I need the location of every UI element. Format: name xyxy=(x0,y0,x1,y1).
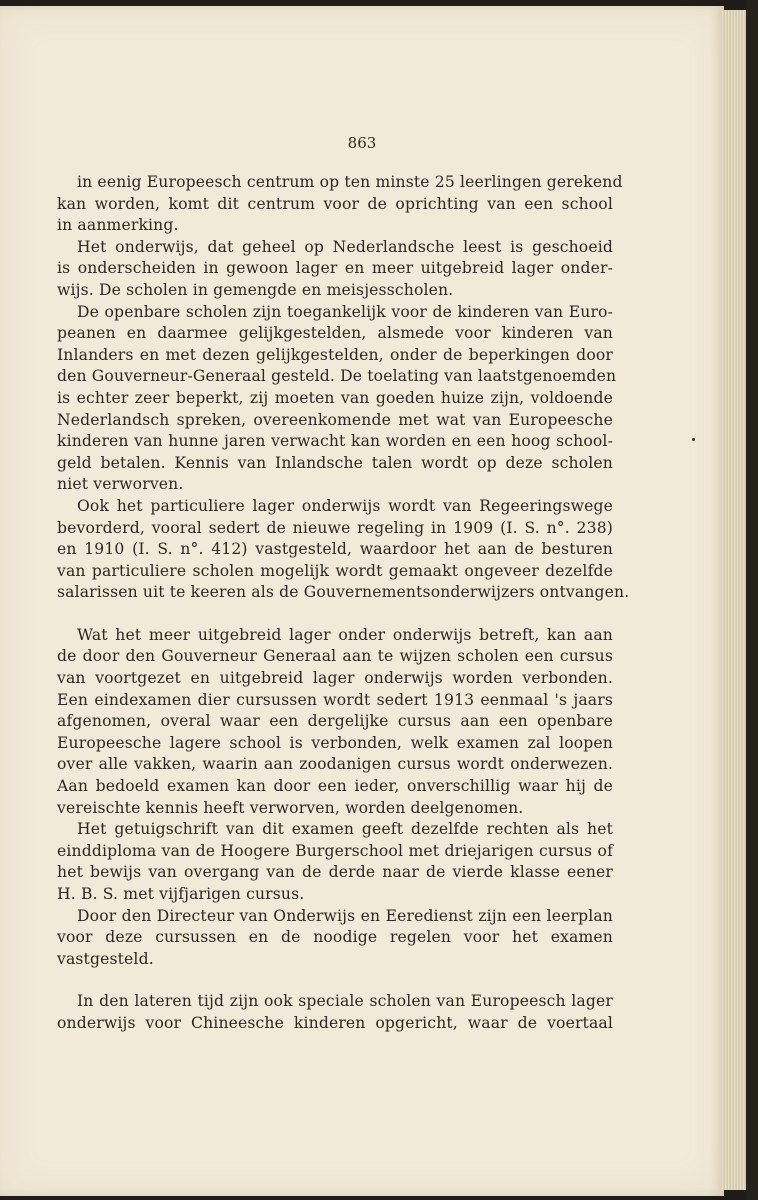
text-line: Europeesche lagere school is verbonden, welk examen zal loopen xyxy=(57,733,613,752)
text-line: bevorderd, vooral sedert de nieuwe regeling in 1909 (I. S. n°. 238) xyxy=(57,518,613,537)
paragraph xyxy=(57,237,613,302)
text-line: vereischte kennis heeft verworven, worden deelgenomen. xyxy=(57,798,524,817)
paragraph-gap xyxy=(57,970,613,991)
text-line: Nederlandsch spreken, overeenkomende met wat van Europeesche xyxy=(57,410,613,429)
paragraph xyxy=(57,991,613,1034)
text-line: van voortgezet en uitgebreid lager onderwijs worden verbonden. xyxy=(57,669,613,688)
text-line: in aanmerking. xyxy=(57,216,179,235)
text-line: salarissen uit te keeren als de Gouvernementsonderwijzers ontvangen. xyxy=(57,583,630,602)
text-line: de door den Gouverneur Generaal aan te wijzen scholen een cursus xyxy=(57,647,613,666)
text-line: kan worden, komt dit centrum voor de oprichting van een school xyxy=(57,194,613,213)
text-line: is onderscheiden in gewoon lager en meer uitgebreid lager onder- xyxy=(57,259,613,278)
text-line: Wat het meer uitgebreid lager onder onderwijs betreft, kan aan xyxy=(77,625,613,644)
text-line: geld betalen. Kennis van Inlandsche talen wordt op deze scholen xyxy=(57,453,613,472)
page-number: 863 xyxy=(347,134,377,152)
paragraph-gap xyxy=(57,604,613,625)
text-line: over alle vakken, waarin aan zoodanigen cursus wordt onderwezen. xyxy=(57,755,613,774)
text-line: Het getuigschrift van dit examen geeft dezelfde rechten als het xyxy=(77,820,613,839)
text-line: niet verworven. xyxy=(57,475,184,494)
text-line: Inlanders en met dezen gelijkgestelden, onder de beperkingen door xyxy=(57,345,613,364)
paragraph xyxy=(57,172,623,237)
text-line: den Gouverneur-Generaal gesteld. De toelating van laatstgenoemden xyxy=(57,367,617,386)
text-line: onderwijs voor Chineesche kinderen opgericht, waar de voertaal xyxy=(57,1013,613,1032)
body-text xyxy=(57,172,630,1035)
text-line: In den lateren tijd zijn ook speciale scholen van Europeesch lager xyxy=(77,992,613,1011)
text-line: van particuliere scholen mogelijk wordt gemaakt ongeveer dezelfde xyxy=(57,561,613,580)
text-line: kinderen van hunne jaren verwacht kan worden en een hoog school- xyxy=(57,432,613,451)
text-line: in eenig Europeesch centrum op ten minste 25 leerlingen gerekend xyxy=(77,173,623,191)
text-line: is echter zeer beperkt, zij moeten van goeden huize zijn, voldoende xyxy=(57,388,613,407)
paragraph xyxy=(57,302,617,496)
text-line: het bewijs van overgang van de derde naar de vierde klasse eener xyxy=(57,863,613,882)
text-line: einddiploma van de Hoogere Burgerschool met driejarigen cursus of xyxy=(57,841,613,860)
text-line: voor deze cursussen en de noodige regelen voor het examen xyxy=(57,928,613,947)
book-page xyxy=(0,6,724,1196)
text-line: Een eindexamen dier cursussen wordt sedert 1913 eenmaal 's jaars xyxy=(57,690,613,709)
text-line: Ook het particuliere lager onderwijs wordt van Regeeringswege xyxy=(77,496,613,515)
text-line: Het onderwijs, dat geheel op Nederlandsche leest is geschoeid xyxy=(77,237,613,256)
paragraph xyxy=(57,496,630,604)
text-line: peanen en daarmee gelijkgestelden, alsmede voor kinderen van xyxy=(57,324,613,343)
paragraph xyxy=(57,625,613,819)
paragraph xyxy=(57,906,613,971)
paragraph xyxy=(57,819,613,905)
text-line: en 1910 (I. S. n°. 412) vastgesteld, waardoor het aan de besturen xyxy=(57,540,613,559)
text-line: H. B. S. met vijfjarigen cursus. xyxy=(57,885,305,903)
text-line: Aan bedoeld examen kan door een ieder, onverschillig waar hij de xyxy=(57,777,613,796)
paper-speck xyxy=(692,438,695,441)
text-line: De openbare scholen zijn toegankelijk voor de kinderen van Euro- xyxy=(77,302,613,321)
text-line: afgenomen, overal waar een dergelijke cursus aan een openbare xyxy=(57,712,613,731)
book-spine xyxy=(746,0,758,1200)
text-line: vastgesteld. xyxy=(57,949,154,968)
text-line: Door den Directeur van Onderwijs en Eeredienst zijn een leerplan xyxy=(77,906,613,925)
text-line: wijs. De scholen in gemengde en meisjesscholen. xyxy=(57,280,454,299)
page-edges xyxy=(722,10,746,1190)
